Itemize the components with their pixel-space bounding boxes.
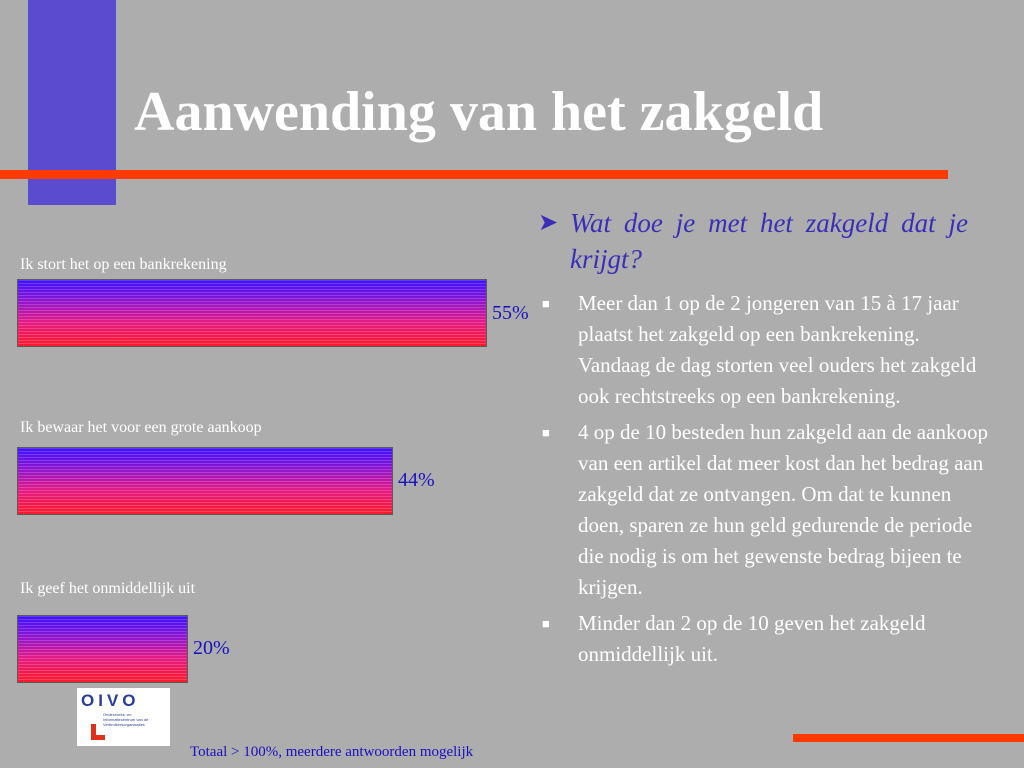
bar (17, 279, 487, 347)
bullet-list (540, 288, 990, 675)
bullet-text: Meer dan 1 op de 2 jongeren van 15 à 17 jaar plaatst het zakgeld op een bankrekening. Vandaag de dag storten veel ouders het zakgeld ook rechtstreeks op een bankrekening. (578, 291, 977, 408)
arrow-bullet-icon: ➤ (538, 210, 559, 236)
bar-category-label: Ik geef het onmiddellijk uit (20, 580, 196, 597)
chart-footnote: Totaal > 100%, meerdere antwoorden mogelijk (190, 744, 474, 760)
bullet-text: 4 op de 10 besteden hun zakgeld aan de aankoop van een artikel dat meer kost dan het bedrag aan zakgeld dat ze ontvangen. Om dat te kunnen doen, sparen ze hun geld gedurende de periode die nodig is om het gewenste bedrag bijeen te krijgen. (578, 420, 988, 599)
list-item (540, 288, 990, 412)
logo-subtitle: Onderzoeks- en Informatiecentrum van de Verbruikersorganisaties (103, 712, 149, 727)
decorative-red-line-bottom (793, 734, 1024, 742)
logo-mark-icon (91, 724, 105, 740)
oivo-logo (77, 688, 170, 746)
bar-value-label: 44% (398, 469, 435, 491)
square-bullet-icon: ■ (542, 296, 550, 311)
bar-value-label: 20% (193, 637, 230, 659)
list-item (540, 417, 990, 603)
slide-title: Aanwending van het zakgeld (134, 81, 824, 143)
bar-value-label: 55% (492, 302, 529, 324)
bar-category-label: Ik bewaar het voor een grote aankoop (20, 419, 262, 436)
square-bullet-icon: ■ (542, 425, 550, 440)
bar (17, 447, 393, 515)
question-block (538, 205, 968, 277)
square-bullet-icon: ■ (542, 616, 550, 631)
bullet-text: Minder dan 2 op de 10 geven het zakgeld onmiddellijk uit. (578, 611, 926, 666)
bar-category-label: Ik stort het op een bankrekening (20, 256, 227, 273)
list-item (540, 608, 990, 670)
bar (17, 615, 188, 683)
decorative-red-line-top (0, 170, 948, 179)
question-text: Wat doe je met het zakgeld dat je krijgt? (570, 208, 968, 274)
logo-wordmark: OIVO (81, 691, 140, 710)
